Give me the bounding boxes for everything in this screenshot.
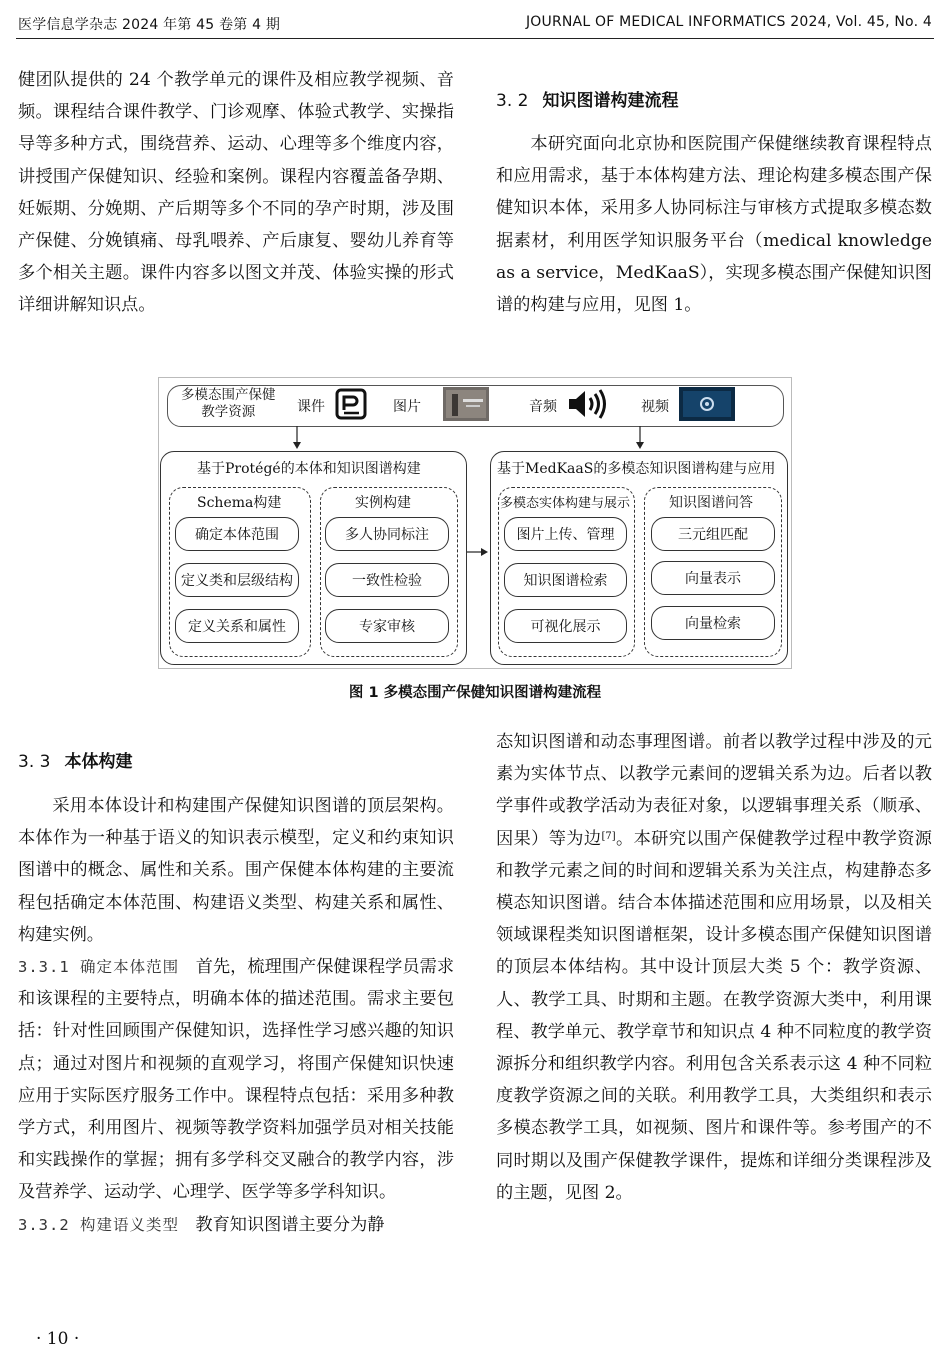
schema-item: 定义类和层级结构 — [175, 563, 299, 597]
citation-ref: [7] — [601, 830, 616, 842]
subsection-label: 3.3.2 构建语义类型 — [18, 1215, 179, 1234]
schema-item: 定义关系和属性 — [175, 609, 299, 643]
protege-panel-title: 基于Protégé的本体和知识图谱构建 — [197, 461, 421, 477]
body-text: 。本研究以围产保健教学过程中教学资源和教学元素之间的时间和逻辑关系为关注点，构建静态多模态知识图谱。结合本体描述范围和应用场景，以及相关领域课程类知识图谱框架，设计多模态围产保健知识图谱的顶层本体结构。其中设计顶层大类 5 个：教学资源、人、教学工具、时期和主题。在教学资源大类中，利用课程、教学单元、教学章节和知识点 4 种不同粒度的教学资源拆分和组织教学内容。利用包含关系表示这 4 种不同粒度教学资源之间的关联。利用教学工具，大类组织和表示多模态教学工具，如视频、图片和课件等。参考围产的不同时期以及围产保健教学课件，提炼和详细分类课程涉及的主题，见图 2。 — [496, 828, 932, 1203]
figure-1 — [158, 377, 792, 669]
instance-title: 实例构建 — [355, 495, 411, 511]
journal-header-left: 医学信息学杂志 2024 年第 45 卷第 4 期 — [18, 17, 281, 33]
entity-item: 图片上传、管理 — [504, 517, 627, 551]
schema-title: Schema构建 — [197, 495, 282, 511]
entity-title: 多模态实体构建与展示 — [500, 496, 631, 511]
instance-item: 一致性检验 — [325, 563, 449, 597]
subsection-text: 首先，梳理围产保健课程学员需求和该课程的主要特点，明确本体的描述范围。需求主要包括：针对性回顾围产保健知识，选择性学习感兴趣的知识点；通过对图片和视频的直观学习，将围产保健知识快速应用于实际医疗服务工作中。课程特点包括：采用多种教学方式，利用图片、视频等教学资料加强学员对相关技能和实践操作的掌握；拥有多学科交叉融合的教学内容，涉及营养学、运动学、心理学、医学等多学科知识。 — [18, 957, 455, 1203]
subsection-label: 3.3.1 确定本体范围 — [18, 958, 180, 977]
subsection-text: 教育知识图谱主要分为静 — [195, 1214, 385, 1235]
section-title: 本体构建 — [64, 752, 133, 772]
courseware-label: 课件 — [297, 399, 325, 415]
qa-item: 向量检索 — [651, 606, 775, 640]
header-rule — [16, 38, 934, 39]
body-paragraph: 本研究面向北京协和医院围产保健继续教育课程特点和应用需求，基于本体构建方法、理论构建多模态围产保健知识本体，采用多人协同标注与审核方式提取多模态数据素材，利用医学知识服务平台（medical knowledge as a service，MedKaaS），实现多模态围产保健知识图谱的构建与应用，见图 1。 — [496, 134, 932, 316]
journal-header-right: JOURNAL OF MEDICAL INFORMATICS 2024, Vol. 45, No. 4 — [525, 14, 932, 30]
instance-item: 专家审核 — [325, 609, 449, 643]
section-heading-3-2 — [496, 86, 678, 111]
image-label: 图片 — [393, 399, 421, 415]
section-heading-3-3 — [18, 747, 132, 772]
qa-item: 三元组匹配 — [651, 517, 775, 551]
body-paragraph: 采用本体设计和构建围产保健知识图谱的顶层架构。本体作为一种基于语义的知识表示模型，定义和约束知识图谱中的概念、属性和关系。围产保健本体构建的主要流程包括确定本体范围、构建语义类型、构建关系和属性、构建实例。 — [18, 796, 454, 945]
audio-label: 音频 — [529, 399, 557, 415]
section-number: 3. 3 — [18, 752, 51, 772]
section-title: 知识图谱构建流程 — [542, 91, 679, 111]
section-number: 3. 2 — [496, 91, 529, 111]
right-column-bottom — [496, 726, 932, 1209]
video-label: 视频 — [641, 399, 669, 415]
entity-item: 可视化展示 — [504, 609, 627, 643]
figure-caption: 图 1 多模态围产保健知识图谱构建流程 — [348, 685, 602, 701]
body-paragraph: 健团队提供的 24 个教学单元的课件及相应教学视频、音频。课程结合课件教学、门诊观摩、体验式教学、实操指导等多种方式，围绕营养、运动、心理等多个维度内容，讲授围产保健知识、经验和案例。课程内容覆盖备孕期、妊娠期、分娩期、产后期等多个不同的孕产时期，涉及围产保健、分娩镇痛、母乳喂养、产后康复、婴幼儿养育等多个相关主题。课件内容多以图文并茂、体验实操的形式详细讲解知识点。 — [18, 70, 454, 316]
qa-title: 知识图谱问答 — [669, 495, 753, 511]
left-column-bottom — [18, 790, 454, 1241]
entity-item: 知识图谱检索 — [504, 563, 627, 597]
right-column-top — [496, 128, 932, 321]
medkaas-panel-title: 基于MedKaaS的多模态知识图谱构建与应用 — [497, 461, 776, 477]
left-column-top — [18, 64, 454, 322]
page-number: · 10 · — [36, 1329, 80, 1349]
body-text: 态知识图谱和动态事理图谱。前者以教学过程中涉及的元素为实体节点、以教学元素间的逻辑关系为边。后者以教学事件或教学活动为表征对象，以逻辑事理关系（顺承、因果）等为边 — [496, 732, 932, 849]
qa-item: 向量表示 — [651, 561, 775, 595]
resources-title: 多模态围产保健 教学资源 — [181, 387, 276, 420]
instance-item: 多人协同标注 — [325, 517, 449, 551]
schema-item: 确定本体范围 — [175, 517, 299, 551]
